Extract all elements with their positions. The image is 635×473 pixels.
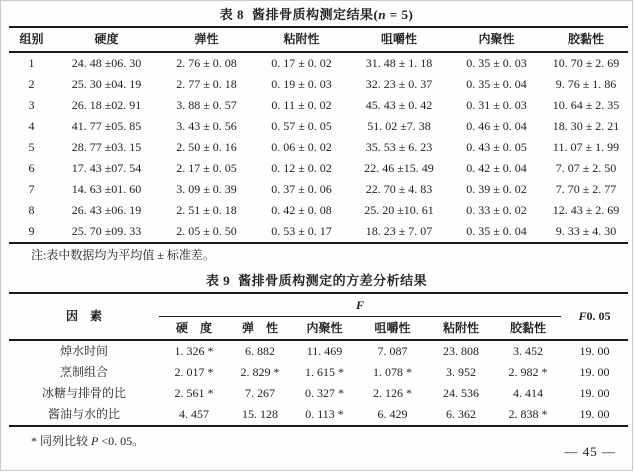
t8-cell: 51. 02 ±7. 38 bbox=[367, 119, 431, 133]
t8-cell: 25. 30 ±04. 19 bbox=[71, 77, 142, 91]
t8-cell: 0. 19 ± 0. 03 bbox=[271, 77, 332, 91]
t8-cell: 26. 18 ±02. 91 bbox=[71, 98, 142, 112]
t8-cell: 0. 12 ± 0. 02 bbox=[271, 161, 332, 175]
t8-cell: 0. 06 ± 0. 02 bbox=[271, 140, 332, 154]
t9-factor-cell: 焯水时间 bbox=[59, 344, 108, 358]
t8-cell: 9. 33 ± 4. 30 bbox=[555, 224, 617, 238]
table-row bbox=[9, 179, 628, 200]
t8-cell: 25. 70 ±09. 33 bbox=[71, 224, 142, 238]
t8-cell: 12. 43 ± 2. 69 bbox=[552, 203, 620, 217]
t8-cell: 2. 77 ± 0. 18 bbox=[176, 77, 237, 91]
table9-footnote bbox=[31, 432, 624, 450]
table-row bbox=[9, 158, 628, 179]
t8-col-header-springiness: 弹性 bbox=[194, 32, 219, 46]
t9-cell: 3. 452 bbox=[513, 344, 544, 358]
table-row bbox=[9, 95, 628, 116]
t8-col-header-adhesiveness: 粘附性 bbox=[283, 32, 320, 46]
t9-cell: 23. 808 bbox=[443, 344, 479, 358]
t8-col-header-hardness: 硬度 bbox=[94, 32, 119, 46]
t9-cell: 1. 326 * bbox=[174, 344, 214, 358]
t8-cell: 0. 42 ± 0. 04 bbox=[466, 161, 527, 175]
t8-cell: 9 bbox=[28, 224, 35, 238]
table9-header-row-1 bbox=[9, 293, 628, 317]
table-row bbox=[9, 52, 628, 74]
t8-cell: 10. 64 ± 2. 35 bbox=[552, 98, 620, 112]
t8-cell: 25. 20 ±10. 61 bbox=[364, 203, 434, 217]
t8-cell: 11. 07 ± 1. 99 bbox=[552, 140, 620, 154]
t9-factor-cell: 冰糖与排骨的比 bbox=[41, 386, 126, 400]
t9-subheader-chewiness: 咀嚼性 bbox=[374, 321, 411, 335]
t9-cell: 4. 414 bbox=[513, 386, 544, 400]
table8-title-suffix: = 5) bbox=[386, 7, 414, 22]
t9-cell: 2. 838 * bbox=[508, 407, 548, 421]
table8-texture-results bbox=[9, 26, 628, 244]
table9-title-label: 表 9 bbox=[205, 273, 231, 288]
table-row bbox=[9, 362, 628, 383]
t9-cell: 7. 267 bbox=[245, 386, 275, 400]
t8-col-header-cohesiveness: 内聚性 bbox=[478, 32, 515, 46]
t9-cell: 19. 00 bbox=[579, 386, 610, 400]
t9-factor-cell: 酱油与水的比 bbox=[47, 407, 120, 421]
table8-title-main: 酱排骨质构测定结果( bbox=[251, 7, 379, 22]
footnote-star: * bbox=[31, 434, 40, 448]
t8-cell: 0. 35 ± 0. 04 bbox=[466, 224, 527, 238]
t8-cell: 14. 63 ±01. 60 bbox=[71, 182, 142, 196]
t9-col-header-factor: 因 素 bbox=[65, 309, 102, 323]
t8-cell: 0. 39 ± 0. 02 bbox=[466, 182, 527, 196]
t8-cell: 22. 70 ± 4. 83 bbox=[365, 182, 433, 196]
t9-subheader-adhesiveness: 粘附性 bbox=[442, 321, 479, 335]
t9-col-header-f: F bbox=[159, 293, 561, 317]
table9-title-main: 酱排骨质构测定的方差分析结果 bbox=[238, 273, 428, 288]
table8-title-var: n bbox=[378, 7, 387, 22]
t9-cell: 19. 00 bbox=[579, 365, 610, 379]
table-row bbox=[9, 404, 628, 426]
t9-cell: 3. 952 bbox=[446, 365, 476, 379]
t8-cell: 24. 48 ±06. 30 bbox=[71, 56, 142, 70]
t8-cell: 0. 31 ± 0. 03 bbox=[466, 98, 527, 112]
t8-cell: 5 bbox=[28, 140, 35, 154]
table-row bbox=[9, 340, 628, 362]
t9-cell: 6. 362 bbox=[446, 407, 476, 421]
t9-cell: 4. 457 bbox=[179, 407, 209, 421]
t8-cell: 0. 57 ± 0. 05 bbox=[271, 119, 332, 133]
t9-f005-sub: 0. 05 bbox=[586, 309, 611, 323]
t9-cell: 2. 126 * bbox=[373, 386, 412, 400]
t8-cell: 0. 11 ± 0. 02 bbox=[271, 98, 332, 112]
t8-col-header-gumminess: 胶黏性 bbox=[567, 32, 604, 46]
t9-cell: 2. 829 * bbox=[240, 365, 280, 379]
t9-cell: 19. 00 bbox=[579, 344, 610, 358]
t9-cell: 0. 113 * bbox=[305, 407, 344, 421]
t9-cell: 2. 982 * bbox=[508, 365, 548, 379]
t8-cell: 0. 35 ± 0. 03 bbox=[466, 56, 527, 70]
table8-title bbox=[9, 5, 624, 24]
t9-col-header-f005 bbox=[561, 293, 628, 340]
t8-cell: 7 bbox=[28, 182, 35, 196]
t8-cell: 2. 76 ± 0. 08 bbox=[176, 56, 237, 70]
table-row bbox=[9, 200, 628, 221]
t8-cell: 31. 48 ± 1. 18 bbox=[365, 56, 433, 70]
t8-col-header-group: 组别 bbox=[19, 32, 44, 46]
table8-header-row bbox=[9, 27, 628, 52]
t9-cell: 19. 00 bbox=[579, 407, 610, 421]
t9-cell: 0. 327 * bbox=[305, 386, 344, 400]
t9-cell: 2. 017 * bbox=[174, 365, 214, 379]
t8-cell: 32. 23 ± 0. 37 bbox=[365, 77, 433, 91]
t9-factor-cell: 烹制组合 bbox=[59, 365, 108, 379]
t8-cell: 7. 70 ± 2. 77 bbox=[555, 182, 617, 196]
t8-cell: 45. 43 ± 0. 42 bbox=[365, 98, 433, 112]
t8-cell: 0. 33 ± 0. 02 bbox=[466, 203, 527, 217]
t8-cell: 3. 88 ± 0. 57 bbox=[176, 98, 237, 112]
t8-cell: 22. 46 ±15. 49 bbox=[364, 161, 434, 175]
t9-subheader-springiness: 弹 性 bbox=[241, 321, 278, 335]
t8-cell: 0. 46 ± 0. 04 bbox=[466, 119, 527, 133]
t9-subheader-hardness: 硬 度 bbox=[175, 321, 212, 335]
t8-cell: 8 bbox=[28, 203, 35, 217]
t8-col-header-chewiness: 咀嚼性 bbox=[380, 32, 417, 46]
table-row bbox=[9, 74, 628, 95]
page-content bbox=[1, 1, 632, 450]
t8-cell: 26. 43 ±06. 19 bbox=[71, 203, 142, 217]
t8-cell: 0. 37 ± 0. 06 bbox=[271, 182, 332, 196]
t9-cell: 1. 078 * bbox=[373, 365, 412, 379]
t8-cell: 18. 30 ± 2. 21 bbox=[552, 119, 620, 133]
t8-cell: 17. 43 ±07. 54 bbox=[71, 161, 142, 175]
t8-cell: 28. 77 ±03. 15 bbox=[71, 140, 142, 154]
t8-cell: 3. 43 ± 0. 56 bbox=[176, 119, 237, 133]
footnote-var: P bbox=[91, 434, 99, 448]
t8-cell: 2. 05 ± 0. 50 bbox=[176, 224, 237, 238]
t8-cell: 2. 50 ± 0. 16 bbox=[176, 140, 237, 154]
t8-cell: 4 bbox=[28, 119, 35, 133]
t9-cell: 2. 561 * bbox=[174, 386, 214, 400]
footnote-suffix: <0. 05。 bbox=[98, 434, 145, 448]
table-row bbox=[9, 383, 628, 404]
t8-cell: 0. 17 ± 0. 02 bbox=[271, 56, 332, 70]
t8-cell: 6 bbox=[28, 161, 35, 175]
t9-cell: 6. 429 bbox=[377, 407, 408, 421]
t8-cell: 0. 35 ± 0. 04 bbox=[466, 77, 527, 91]
table-row bbox=[9, 137, 628, 158]
t8-cell: 0. 43 ± 0. 05 bbox=[466, 140, 527, 154]
t9-cell: 6. 882 bbox=[245, 344, 275, 358]
table-row bbox=[9, 116, 628, 137]
t8-cell: 18. 23 ± 7. 07 bbox=[365, 224, 433, 238]
t8-cell: 2. 51 ± 0. 18 bbox=[176, 203, 237, 217]
t8-cell: 2 bbox=[28, 77, 35, 91]
t8-cell: 3. 09 ± 0. 39 bbox=[176, 182, 237, 196]
t8-cell: 1 bbox=[28, 56, 35, 70]
table9-title bbox=[9, 271, 624, 290]
t8-cell: 9. 76 ± 1. 86 bbox=[555, 77, 617, 91]
t9-f005-var: F bbox=[578, 309, 587, 323]
t8-cell: 2. 17 ± 0. 05 bbox=[176, 161, 237, 175]
table-row bbox=[9, 221, 628, 243]
table8-note: 注:表中数据均为平均值 ± 标准差。 bbox=[31, 248, 215, 262]
footnote-text: 同列比较 bbox=[40, 434, 92, 448]
t8-cell: 7. 07 ± 2. 50 bbox=[555, 161, 617, 175]
page-number: — 45 — bbox=[564, 444, 616, 459]
t8-cell: 0. 42 ± 0. 08 bbox=[271, 203, 332, 217]
t9-cell: 11. 469 bbox=[306, 344, 343, 358]
t8-cell: 0. 53 ± 0. 17 bbox=[271, 224, 332, 238]
t9-cell: 7. 087 bbox=[377, 344, 408, 358]
t8-cell: 35. 53 ± 6. 23 bbox=[365, 140, 433, 154]
t8-cell: 10. 70 ± 2. 69 bbox=[552, 56, 620, 70]
t9-subheader-cohesiveness: 内聚性 bbox=[306, 321, 343, 335]
table8-title-label: 表 8 bbox=[219, 7, 244, 22]
table9-anova-results bbox=[9, 292, 628, 427]
t8-cell: 3 bbox=[28, 98, 35, 112]
t9-cell: 1. 615 * bbox=[305, 365, 344, 379]
t9-subheader-gumminess: 胶黏性 bbox=[510, 321, 547, 335]
t9-cell: 24. 536 bbox=[443, 386, 479, 400]
t9-cell: 15. 128 bbox=[242, 407, 278, 421]
t8-cell: 41. 77 ±05. 85 bbox=[71, 119, 142, 133]
